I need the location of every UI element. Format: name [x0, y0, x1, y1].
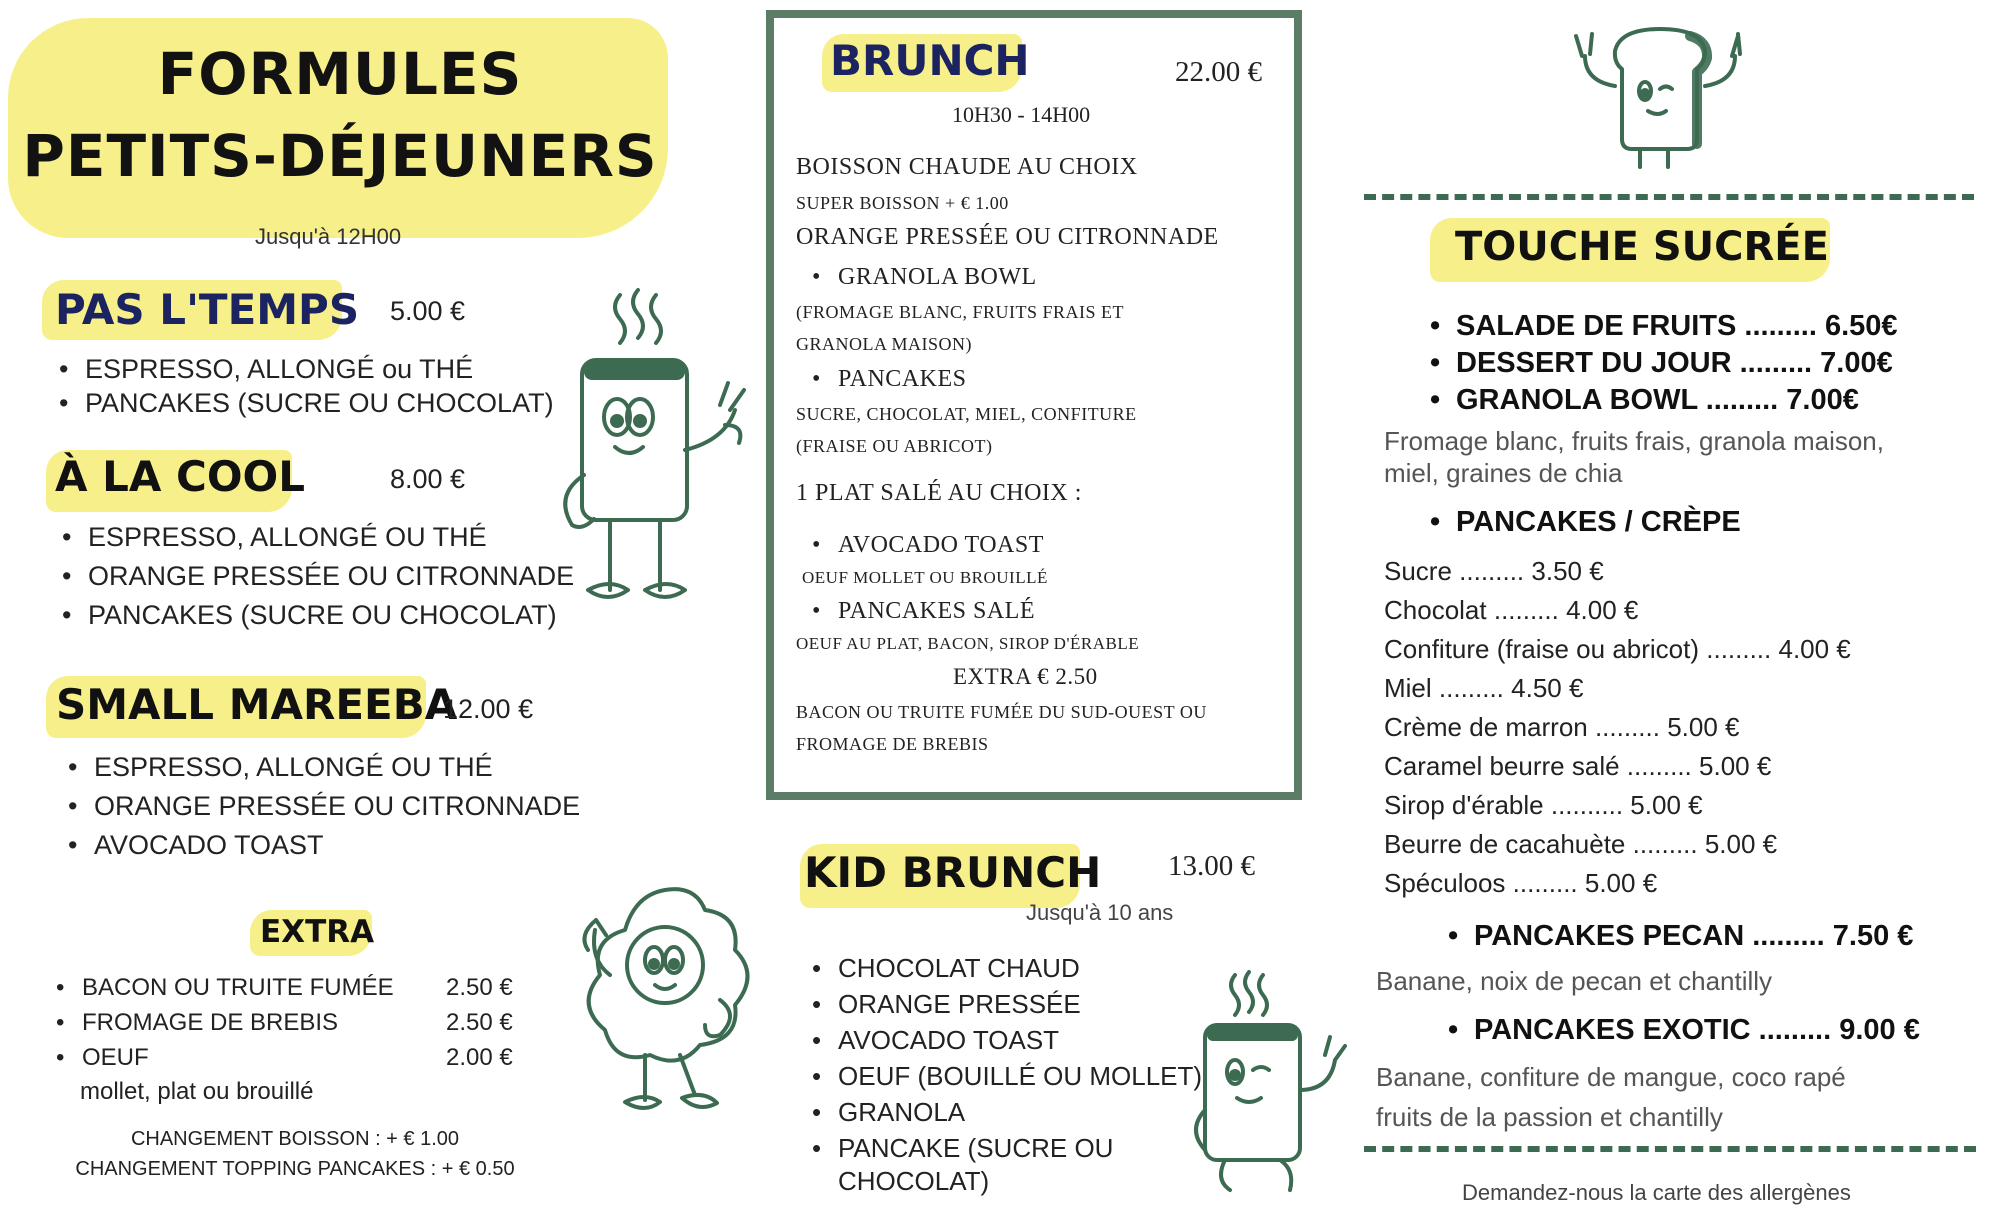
list-item: • SALADE DE FRUITS ......... 6.50€	[1426, 308, 1898, 345]
list-item: • PANCAKES	[808, 364, 967, 394]
extra-item-name: OEUF	[82, 1044, 149, 1071]
pancakes-exotic-list	[1444, 1012, 1920, 1049]
list-item: • OEUF (BOUILLÉ OU MOLLET)	[808, 1058, 1202, 1094]
list-item: • ORANGE PRESSÉE OU CITRONNADE	[64, 787, 580, 826]
list-item: • PANCAKES SALÉ	[808, 596, 1035, 626]
list-item: • ESPRESSO, ALLONGÉ OU THÉ	[64, 748, 580, 787]
brunch-pancakes-sale-list	[808, 596, 1035, 626]
list-item: • PANCAKES / CRÈPE	[1426, 504, 1741, 541]
list-item: • PANCAKES EXOTIC ......... 9.00 €	[1444, 1012, 1920, 1049]
topping-item: Chocolat ......... 4.00 €	[1384, 595, 1639, 625]
brunch-pancakes-list	[808, 364, 967, 394]
brunch-extra: EXTRA € 2.50	[953, 664, 1098, 689]
change-drink-note: CHANGEMENT BOISSON : + € 1.00	[130, 1128, 460, 1150]
topping-item: Confiture (fraise ou abricot) ......... 4.00 €	[1384, 634, 1851, 664]
granola-bowl-desc2: miel, graines de chia	[1384, 458, 1623, 488]
brunch-avocado-list	[808, 530, 1044, 560]
brunch-hot-drink: BOISSON CHAUDE AU CHOIX	[796, 154, 1138, 180]
extra-title: EXTRA	[260, 914, 375, 950]
list-item	[52, 1005, 532, 1040]
brunch-extra-desc1: BACON OU TRUITE FUMÉE DU SUD-OUEST OU	[796, 702, 1207, 722]
kid-brunch-title: KID BRUNCH	[804, 848, 1102, 897]
allergens-note: Demandez-nous la carte des allergènes	[1462, 1180, 1851, 1205]
list-item	[52, 970, 532, 1005]
brunch-granola-desc1: (FROMAGE BLANC, FRUITS FRAIS ET	[796, 302, 1125, 322]
pancakes-crepe-list	[1426, 504, 1741, 541]
sweet-top-list	[1426, 308, 1898, 419]
change-topping-note: CHANGEMENT TOPPING PANCAKES : + € 0.50	[75, 1158, 515, 1180]
pancakes-pecan-list	[1444, 918, 1913, 955]
toast-mascot-icon	[1560, 26, 1760, 176]
page-subtitle: Jusqu'à 12H00	[255, 224, 402, 249]
list-item: • AVOCADO TOAST	[808, 1022, 1202, 1058]
kid-brunch-list	[808, 950, 1202, 1166]
list-item: • ORANGE PRESSÉE	[808, 986, 1202, 1022]
brunch-super-drink: SUPER BOISSON + € 1.00	[796, 193, 1009, 213]
brunch-granola-desc2: GRANOLA MAISON)	[796, 334, 973, 354]
bottom-divider	[1364, 1146, 1976, 1152]
extra-item-price: 2.50 €	[446, 1009, 513, 1036]
list-item: • PANCAKE (SUCRE OU	[808, 1130, 1202, 1166]
a-la-cool-price: 8.00 €	[390, 464, 466, 494]
pancakes-exotic-desc2: fruits de la passion et chantilly	[1376, 1102, 1723, 1132]
cup-mascot-icon	[560, 285, 760, 630]
touche-sucree-title: TOUCHE SUCRÉE	[1455, 224, 1829, 270]
topping-item: Spéculoos ......... 5.00 €	[1384, 868, 1658, 898]
top-divider	[1364, 194, 1974, 200]
a-la-cool-title: À LA COOL	[55, 452, 306, 501]
extra-item-price: 2.50 €	[446, 974, 513, 1001]
list-item: • ORANGE PRESSÉE OU CITRONNADE	[58, 557, 574, 596]
topping-item: Caramel beurre salé ......... 5.00 €	[1384, 751, 1772, 781]
small-mareeba-price: 12.00 €	[443, 694, 534, 724]
list-item: • ESPRESSO, ALLONGÉ OU THÉ	[58, 518, 574, 557]
brunch-pancakes-desc2: (FRAISE OU ABRICOT)	[796, 436, 993, 456]
list-item: • CHOCOLAT CHAUD	[808, 950, 1202, 986]
brunch-extra-desc2: FROMAGE DE BREBIS	[796, 734, 989, 754]
extra-item-name: FROMAGE DE BREBIS	[82, 1009, 339, 1036]
list-item: • DESSERT DU JOUR ......... 7.00€	[1426, 345, 1898, 382]
extra-item-price: 2.00 €	[446, 1044, 513, 1071]
kid-brunch-price: 13.00 €	[1168, 850, 1255, 882]
topping-item: Sirop d'érable .......... 5.00 €	[1384, 790, 1703, 820]
brunch-salty: 1 PLAT SALÉ AU CHOIX :	[796, 480, 1082, 506]
list-item: • GRANOLA BOWL	[808, 262, 1037, 292]
a-la-cool-list	[58, 518, 574, 635]
pas-le-temps-title: PAS L'TEMPS	[55, 285, 360, 334]
kid-brunch-subtitle: Jusqu'à 10 ans	[1026, 900, 1174, 925]
kid-brunch-item-continuation: CHOCOLAT)	[838, 1166, 990, 1196]
list-item: • PANCAKES (SUCRE OU CHOCOLAT)	[55, 386, 554, 420]
extra-item-name: BACON OU TRUITE FUMÉE	[82, 974, 394, 1001]
topping-item: Beurre de cacahuète ......... 5.00 €	[1384, 829, 1778, 859]
brunch-avocado-desc: OEUF MOLLET OU BROUILLÉ	[802, 568, 1048, 587]
brunch-price: 22.00 €	[1175, 56, 1262, 88]
pas-le-temps-list	[55, 352, 554, 420]
small-mareeba-title: SMALL MAREEBA	[56, 680, 458, 729]
list-item: • AVOCADO TOAST	[64, 826, 580, 865]
list-item: • GRANOLA	[808, 1094, 1202, 1130]
page-title-line1: FORMULES	[157, 40, 523, 108]
egg-mascot-icon	[570, 880, 760, 1125]
list-item: • ESPRESSO, ALLONGÉ ou THÉ	[55, 352, 554, 386]
list-item: • PANCAKES (SUCRE OU CHOCOLAT)	[58, 596, 574, 635]
list-item: • PANCAKES PECAN ......... 7.50 €	[1444, 918, 1913, 955]
brunch-pancakes-sale-desc: OEUF AU PLAT, BACON, SIROP D'ÉRABLE	[796, 634, 1140, 653]
brunch-hours: 10H30 - 14H00	[952, 102, 1091, 127]
small-mareeba-list	[64, 748, 580, 865]
toppings-list	[1384, 552, 1851, 903]
topping-item: Crème de marron ......... 5.00 €	[1384, 712, 1740, 742]
small-cup-mascot-icon	[1185, 970, 1355, 1200]
topping-item: Sucre ......... 3.50 €	[1384, 556, 1604, 586]
pancakes-pecan-desc: Banane, noix de pecan et chantilly	[1376, 966, 1773, 996]
brunch-title: BRUNCH	[830, 36, 1030, 85]
list-item: • GRANOLA BOWL ......... 7.00€	[1426, 382, 1898, 419]
pas-le-temps-price: 5.00 €	[390, 296, 466, 326]
oeuf-note: mollet, plat ou brouillé	[80, 1078, 314, 1105]
granola-bowl-desc1: Fromage blanc, fruits frais, granola maison,	[1384, 426, 1884, 456]
brunch-granola-list	[808, 262, 1037, 292]
list-item: • AVOCADO TOAST	[808, 530, 1044, 560]
list-item	[52, 1040, 532, 1075]
brunch-pancakes-desc1: SUCRE, CHOCOLAT, MIEL, CONFITURE	[796, 404, 1137, 424]
extra-list	[52, 970, 532, 1075]
brunch-orange: ORANGE PRESSÉE OU CITRONNADE	[796, 224, 1219, 250]
pancakes-exotic-desc1: Banane, confiture de mangue, coco rapé	[1376, 1062, 1846, 1092]
page-title-line2: PETITS-DÉJEUNERS	[22, 122, 658, 190]
topping-item: Miel ......... 4.50 €	[1384, 673, 1584, 703]
